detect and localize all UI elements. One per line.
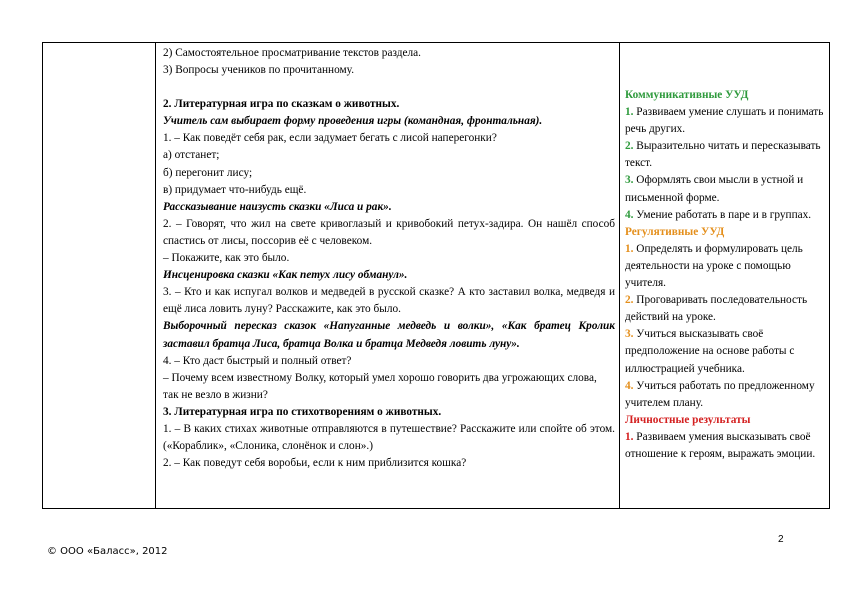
staging-task: Инсценировка сказки «Как петух лису обманул». <box>163 269 408 282</box>
communicative-heading: Коммуникативные УУД <box>625 89 749 101</box>
personal-heading: Личностные результаты <box>625 413 751 426</box>
copyright-footer: © ООО «Баласс», 2012 <box>47 546 168 557</box>
question-2: 2. – Говорят, что жил на свете кривоглазый и кривобокий петух-задира. Он нашёл способ спастись от лисы, поссорив её с человеком. <box>163 217 615 247</box>
activity-column <box>163 45 615 472</box>
question-4: 4. – Кто даст быстрый и полный ответ? <box>163 354 352 367</box>
selective-retelling: Выборочный пересказ сказок «Напуганные медведь и волки», «Как братец Кролик заставил братца Лиса, братца Волка и братца Медведя ловить луну». <box>163 320 615 350</box>
retelling-task: Рассказывание наизусть сказки «Лиса и рак». <box>163 200 392 213</box>
teacher-instruction: Учитель сам выбирает форму проведения игры (командная, фронтальная). <box>163 115 543 128</box>
answer-b: б) перегонит лису; <box>163 166 253 179</box>
column-divider-left <box>155 43 156 508</box>
question-1: 1. – Как поведёт себя рак, если задумает бегать с лисой наперегонки? <box>163 132 497 145</box>
step-line-2: 2) Самостоятельное просматривание текстов раздела. <box>163 47 421 59</box>
regulatory-item-2: 2. Проговаривать последовательность действий на уроке. <box>625 294 808 324</box>
question-5: – Почему всем известному Волку, который умел хорошо говорить два угрожающих слова, так не везло в жизни? <box>163 371 597 401</box>
regulatory-heading: Регулятивные УУД <box>625 225 725 238</box>
step-line-3: 3) Вопросы учеников по прочитанному. <box>163 64 355 77</box>
section-heading-3: 3. Литературная игра по стихотворениям о животных. <box>163 405 442 418</box>
regulatory-item-1: 1. Определять и формулировать цель деятельности на уроке с помощью учителя. <box>625 242 803 290</box>
communicative-item-1: 1. Развиваем умение слушать и понимать речь других. <box>625 106 824 136</box>
outcomes-column <box>625 87 827 463</box>
lesson-table <box>42 42 830 509</box>
communicative-item-4: 4. Умение работать в паре и в группах. <box>625 208 812 221</box>
personal-item-1: 1. Развиваем умения высказывать своё отношение к героям, выражать эмоции. <box>625 430 816 460</box>
show-prompt: – Покажите, как это было. <box>163 252 290 265</box>
regulatory-item-3: 3. Учиться высказывать своё предположение на основе работы с иллюстрацией учебника. <box>625 328 795 375</box>
answer-c: в) придумает что-нибудь ещё. <box>163 183 307 196</box>
communicative-item-3: 3. Оформлять свои мысли в устной и письменной форме. <box>625 174 804 204</box>
poem-question-2: 2. – Как поведут себя воробьи, если к ним приблизится кошка? <box>163 457 467 470</box>
column-divider-right <box>619 43 620 508</box>
section-heading-2: 2. Литературная игра по сказкам о животных. <box>163 98 400 111</box>
communicative-item-2: 2. Выразительно читать и пересказывать текст. <box>625 140 821 170</box>
regulatory-item-4: 4. Учиться работать по предложенному учителем плану. <box>625 379 815 409</box>
answer-a: а) отстанет; <box>163 149 220 162</box>
page-number: 2 <box>778 534 784 545</box>
poem-question-1: 1. – В каких стихах животные отправляются в путешествие? Расскажите или спойте об этом. («Кораблик», «Слоника, слонёнок и слон».) <box>163 422 615 453</box>
question-3: 3. – Кто и как испугал волков и медведей в русской сказке? А кто заставил волка, медведя и ещё лиса ловить луну? Расскажите, как это было. <box>163 286 615 316</box>
